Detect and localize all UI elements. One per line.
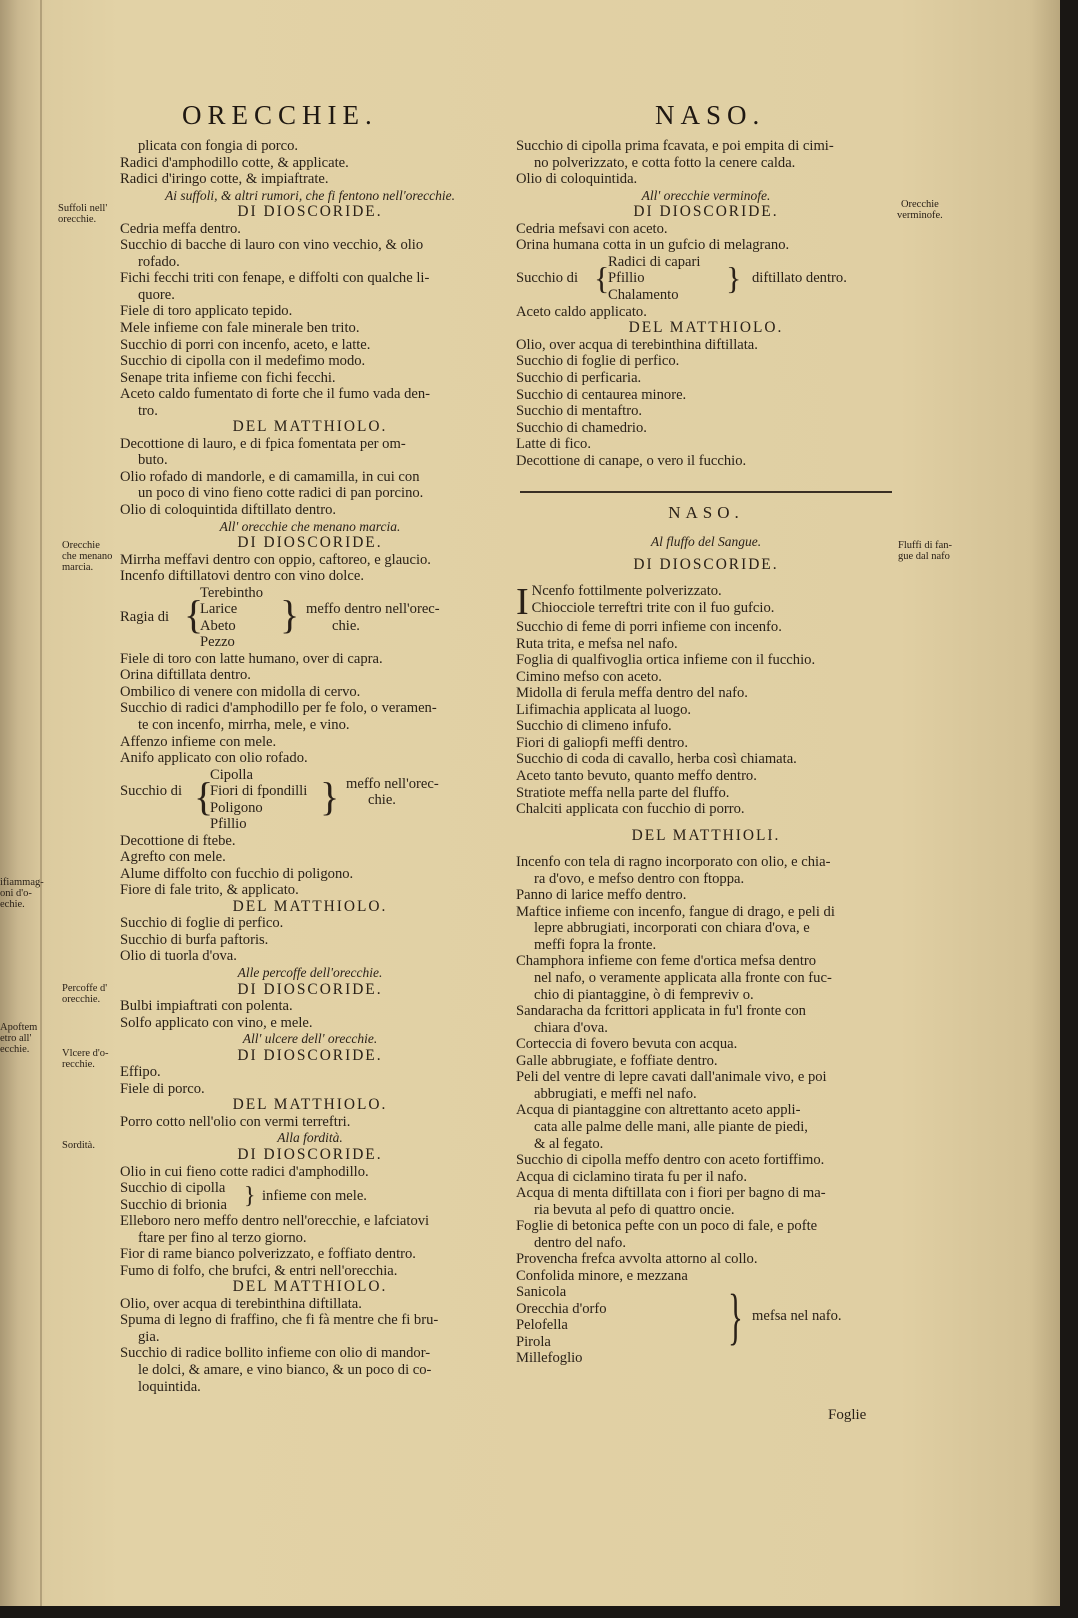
text-line: rofado. [138, 253, 180, 270]
text-line: abbrugiati, e meffi nel nafo. [534, 1085, 697, 1102]
catchword: Foglie [828, 1407, 867, 1423]
section-divider-rule [520, 491, 892, 493]
left-brace: { [194, 773, 214, 819]
text-line: Ncenfo fottilmente polverizzato. [531, 583, 722, 600]
subheading-italic: Alle percoffe dell'orecchie. [237, 964, 383, 980]
text-line: Affenzo infieme con mele. [120, 733, 277, 750]
text-line: Maftice infieme con incenfo, fangue di drago, e peli di [516, 903, 835, 920]
text-line: Spuma di legno di fraffino, che fi fà mentre che fi bru- [120, 1312, 439, 1329]
text-line: Panno di larice meffo dentro. [516, 887, 687, 904]
gutter-line [40, 0, 42, 1606]
text-line: Fichi fecchi triti con fenape, e diffolti con qualche li- [120, 270, 430, 287]
text-line: chio di piantaggine, ò di fempreviv o. [534, 986, 754, 1003]
text-line: Fiori di galiopfi meffi dentro. [516, 734, 688, 751]
text-line: le dolci, & amare, e vino bianco, & un poco di co- [138, 1362, 432, 1378]
text-line: Fiore di fale trito, & applicato. [120, 882, 299, 899]
text-line: Ruta trita, e mefsa nel nafo. [516, 635, 678, 652]
text-line: Orina diftillata dentro. [120, 667, 251, 684]
margin-note-verminose: Orecchie verminofe. [897, 199, 943, 221]
text-line: Aceto caldo fumentato di forte che il fumo vada den- [120, 386, 430, 403]
text-line: ftare per fino al terzo giorno. [138, 1229, 307, 1246]
section-title: NASO. [668, 503, 744, 522]
text-line: Olio, over acqua di terebinthina diftillata. [120, 1295, 362, 1312]
text-line: Succhio di chamedrio. [516, 419, 647, 436]
text-line: Provencha frefca avvolta attorno al collo. [516, 1251, 758, 1268]
drop-cap: I [516, 583, 529, 620]
brace-group-succhio-capari: Succhio di { Radici di capari Pfillio Chalamento } diftillato dentro. [516, 253, 847, 303]
text-line: Senape trita infieme con fichi fecchi. [120, 369, 336, 386]
text-line: Olio in cui fieno cotte radici d'amphodillo. [120, 1163, 369, 1180]
text-line: Alume diffolto con fucchio di poligono. [120, 865, 354, 882]
text-line: Olio di coloquintida. [516, 171, 638, 188]
text-line: Succhio di cipolla prima fcavata, e poi empita di cimi- [516, 138, 834, 154]
text-line: Cedria meffa dentro. [120, 220, 241, 237]
left-brace: { [184, 591, 204, 637]
text-line: Succhio di radice bollito infieme con olio di mandor- [120, 1345, 431, 1362]
section-heading: DEL MATTHIOLO. [232, 1096, 388, 1114]
text-line: Fiele di toro applicato tepido. [120, 303, 293, 320]
right-column [516, 138, 896, 469]
subheading-italic: All' ulcere dell' orecchie. [242, 1031, 378, 1047]
text-line: quore. [138, 286, 175, 303]
text-line: Acqua di piantaggine con altrettanto aceto appli- [516, 1102, 801, 1119]
text-line: Midolla di ferula meffa dentro del nafo. [516, 685, 748, 702]
text-line: Fiele di porco. [120, 1080, 205, 1097]
text-line: Mirrha meffavi dentro con oppio, caftoreo, e glaucio. [120, 551, 431, 568]
margin-note-suffoli: Suffoli nell' orecchie. [58, 203, 108, 225]
text-line: no polverizzato, e cotta fotto la cenere calda. [534, 154, 796, 171]
text-line: Succhio di radici d'amphodillo per fe folo, o veramen- [120, 700, 437, 717]
text-line: Succhio di bacche di lauro con vino vecchio, & olio [120, 237, 424, 254]
text-line: Decottione di lauro, e di fpica fomentata per om- [120, 435, 406, 452]
margin-note-flussi: Fluffi di fan- gue dal nafo [898, 540, 953, 562]
text-line: ria bevuta al pefo di quattro oncie. [534, 1201, 735, 1218]
section-heading: DEL MATTHIOLO. [232, 897, 388, 915]
text-line: Champhora infieme con feme d'ortica mefsa dentro [516, 953, 817, 970]
text-line: Olio, over acqua di terebinthina diftillata. [516, 336, 758, 353]
text-line: Succhio di cipolla meffo dentro con aceto fortiffimo. [516, 1152, 825, 1169]
text-line: nel nafo, o veramente applicata alla fronte con fuc- [534, 970, 832, 987]
text-line: Acqua di menta diftillata con i fiori per bagno di ma- [516, 1185, 826, 1202]
text-line: Agrefto con mele. [120, 849, 226, 866]
text-line: Succhio di feme di porri infieme con incenfo. [516, 619, 782, 636]
section-heading: DI DIOSCORIDE. [237, 203, 383, 221]
section-heading: DEL MATTHIOLO. [628, 319, 784, 337]
brace-group-ragia: Ragia di { Terebintho Larice Abeto Pezzo } meffo dentro nell'orec- chie. [120, 584, 440, 651]
right-brace: } [728, 1282, 743, 1351]
margin-note-infiammagioni: ifiammag- oni d'o- echie. [0, 877, 44, 910]
text-line: un poco di vino fieno cotte radici di pan porcino. [138, 485, 424, 502]
text-line: Fior di rame bianco polverizzato, e foffiato dentro. [120, 1246, 416, 1263]
text-line: Latte di fico. [516, 436, 591, 453]
brace-group-cipolla-brionia: Succhio di cipolla Succhio di brionia } infieme con mele. [120, 1180, 367, 1213]
text-line: Bulbi impiaftrati con polenta. [120, 998, 293, 1015]
text-line: Succhio di cipolla con il medefimo modo. [120, 353, 366, 370]
text-line: te con incenfo, mirrha, mele, e vino. [138, 716, 350, 733]
text-line: Succhio di porri con incenfo, aceto, e latte. [120, 336, 371, 353]
left-column [120, 138, 500, 1395]
text-line: Incenfo con tela di ragno incorporato con olio, e chia- [516, 854, 831, 871]
text-line: buto. [138, 452, 168, 469]
text-line: Incenfo diftillatovi dentro con vino dolce. [120, 568, 364, 585]
right-brace: } [320, 773, 340, 819]
section-heading: DI DIOSCORIDE. [237, 1145, 383, 1163]
text-line: Succhio di perficaria. [516, 370, 642, 387]
text-line: & al fegato. [534, 1135, 604, 1152]
header-left: ORECCHIE. [182, 100, 378, 130]
margin-note-ulcere: Vlcere d'o- recchie. [62, 1048, 109, 1070]
text-line: Decottione di canape, o vero il fucchio. [516, 452, 747, 469]
text-line: Chiocciole terreftri trite con il fuo gufcio. [531, 599, 775, 616]
text-line: Foglia di qualfivoglia ortica infieme con il fucchio. [516, 652, 816, 669]
section-heading: DI DIOSCORIDE. [633, 555, 779, 573]
text-line: Porro cotto nell'olio con vermi terreftri. [120, 1113, 351, 1130]
text-line: meffi fopra la fronte. [534, 936, 657, 953]
brace-group-consolida: Confolida minore, e mezzana Sanicola Orecchia d'orfo Pelofella Pirola Millefoglio } mefsa nel nafo. [516, 1267, 842, 1367]
text-line: Decottione di ftebe. [120, 832, 236, 849]
subheading-italic: Al fluffo del Sangue. [650, 534, 762, 549]
text-line: plicata con fongia di porco. [138, 138, 299, 154]
margin-note-percosse: Percoffe d' orecchie. [62, 983, 108, 1005]
text-line: Olio rofado di mandorle, e di camamilla, in cui con [120, 468, 420, 485]
text-line: Stratiote meffa nella parte del fluffo. [516, 784, 730, 801]
text-line: Effipo. [120, 1064, 161, 1081]
text-line: Olio di coloquintida diftillato dentro. [120, 502, 337, 519]
text-line: Lifimachia applicata al luogo. [516, 701, 692, 718]
text-line: ra d'ovo, e mefso dentro con ftoppa. [534, 870, 745, 887]
text-line: Elleboro nero meffo dentro nell'orecchie, e lafciatovi [120, 1213, 430, 1230]
subheading-italic: Ai suffoli, & altri rumori, che fi fentono nell'orecchie. [165, 187, 455, 203]
text-line: Mele infieme con fale minerale ben trito. [120, 320, 360, 337]
text-line: gia. [138, 1328, 160, 1345]
text-line: Aceto tanto bevuto, quanto meffo dentro. [516, 768, 757, 785]
right-brace: } [280, 591, 300, 637]
text-line: dentro del nafo. [534, 1234, 626, 1251]
text-line: Acqua di ciclamino tirata fu per il nafo. [516, 1168, 747, 1185]
section-heading: DI DIOSCORIDE. [237, 980, 383, 998]
text-line: Anifo applicato con olio rofado. [120, 750, 308, 767]
subheading-italic: Alla fordità. [277, 1130, 343, 1146]
text-line: Cimino mefso con aceto. [516, 668, 662, 685]
text-line: Chalciti applicata con fucchio di porro. [516, 801, 745, 818]
header-right: NASO. [655, 100, 766, 130]
text-line: Ombilico di venere con midolla di cervo. [120, 683, 361, 700]
text-line: Solfo applicato con vino, e mele. [120, 1014, 313, 1031]
subheading-italic: All' orecchie che menano marcia. [219, 518, 401, 534]
dropcap-paragraph [516, 583, 896, 619]
section-heading: DI DIOSCORIDE. [237, 534, 383, 552]
margin-note-apostemi: Apoftem etro all' ecchie. [0, 1022, 38, 1055]
text-line: Succhio di burfa paftoris. [120, 931, 269, 948]
section-heading: DI DIOSCORIDE. [633, 203, 779, 221]
text-line: Succhio di climeno infufo. [516, 718, 672, 735]
text-line: Aceto caldo applicato. [516, 303, 647, 320]
section-heading: DEL MATTHIOLI. [631, 826, 781, 844]
text-line: Peli del ventre di lepre cavati dall'animale vivo, e poi [516, 1069, 827, 1086]
text-line: Cedria mefsavi con aceto. [516, 220, 668, 237]
right-brace: } [726, 259, 742, 296]
margin-note-sordita: Sordità. [62, 1140, 95, 1151]
text-line: chiara d'ova. [534, 1019, 608, 1036]
text-line: Olio di tuorla d'ova. [120, 948, 237, 965]
text-line: Succhio di mentaftro. [516, 403, 643, 420]
text-line: Orina humana cotta in un gufcio di melagrano. [516, 237, 790, 254]
text-line: Radici d'iringo cotte, & impiaftrate. [120, 171, 329, 188]
right-brace: } [244, 1183, 256, 1210]
text-line: loquintida. [138, 1378, 201, 1395]
left-brace: { [594, 259, 610, 296]
text-line: Radici d'amphodillo cotte, & applicate. [120, 154, 349, 171]
text-line: Succhio di foglie di perfico. [120, 915, 284, 932]
section-heading: DEL MATTHIOLO. [232, 418, 388, 436]
page-edge-shadow [1060, 0, 1078, 1618]
right-column-naso [516, 502, 896, 1368]
text-line: Corteccia di fovero bevuta con acqua. [516, 1036, 738, 1053]
text-line: Galle abbrugiate, e foffiate dentro. [516, 1052, 718, 1069]
text-line: cata alle palme delle mani, alle piante de piedi, [534, 1118, 808, 1135]
subheading-italic: All' orecchie verminofe. [641, 187, 771, 203]
text-line: Succhio di coda di cavallo, herba così chiamata. [516, 751, 797, 768]
text-line: Succhio di foglie di perfico. [516, 353, 680, 370]
margin-note-marcia: Orecchie che menano marcia. [62, 540, 113, 573]
text-line: tro. [138, 402, 158, 419]
text-line: Sandaracha da fcrittori applicata in fu'l fronte con [516, 1003, 806, 1020]
section-heading: DI DIOSCORIDE. [237, 1046, 383, 1064]
text-line: Foglie di betonica pefte con un poco di fale, e pofte [516, 1218, 818, 1235]
text-line: lepre abbrugiati, incorporati con chiara d'ova, e [534, 920, 810, 937]
text-line: Succhio di centaurea minore. [516, 386, 687, 403]
section-heading: DEL MATTHIOLO. [232, 1278, 388, 1296]
text-line: Fiele di toro con latte humano, over di capra. [120, 650, 383, 667]
brace-group-succhio: Succhio di { Cipolla Fiori di fpondilli Poligono Pfillio } meffo nell'orec- chie. [120, 766, 439, 833]
text-line: Fumo di folfo, che brufci, & entri nell'orecchia. [120, 1262, 398, 1279]
